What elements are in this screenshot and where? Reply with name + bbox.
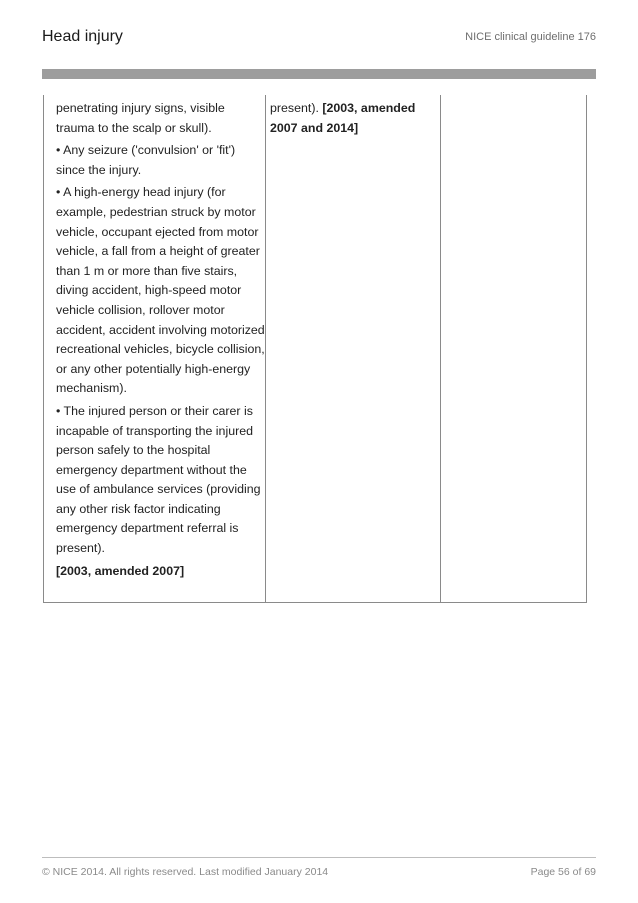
recommendation-table (43, 95, 587, 603)
footer-divider (42, 857, 596, 858)
criteria-paragraph: • The injured person or their carer is incapable of transporting the injured person safely to the hospital emergency department without the use of ambulance services (providing any other risk factor indicating emergency department referral is present). (56, 403, 261, 556)
recommendation-date-tag: [2003, amended 2007 and 2014] (270, 101, 416, 135)
criteria-paragraph: • Any seizure ('convulsion' or 'fit') since the injury. (56, 143, 236, 177)
recommendation-paragraph (270, 99, 440, 138)
criteria-paragraph: • A high-energy head injury (for example, pedestrian struck by motor vehicle, occupant ejected from motor vehicle, a fall from a height of greater than 1 m or more than five stairs, diving accident, high-speed motor vehicle collision, rollover motor accident, accident involving motorized recreational vehicles, bicycle collision, or any other potentially high-energy mechanism). (56, 185, 265, 396)
footer-copyright: © NICE 2014. All rights reserved. Last modified January 2014 (42, 866, 329, 878)
table-cell-criteria (44, 95, 266, 602)
guideline-label: NICE clinical guideline 176 (465, 31, 596, 43)
header-divider-bar (42, 69, 596, 79)
table-cell-recommendation (266, 95, 441, 602)
page-title: Head injury (42, 28, 123, 45)
criteria-date-tag: [2003, amended 2007] (56, 563, 185, 578)
page-number: Page 56 of 69 (530, 866, 596, 878)
recommendation-text: present). (270, 101, 319, 115)
criteria-paragraph: penetrating injury signs, visible trauma to the scalp or skull). (56, 101, 225, 135)
table-cell-empty (441, 95, 586, 602)
